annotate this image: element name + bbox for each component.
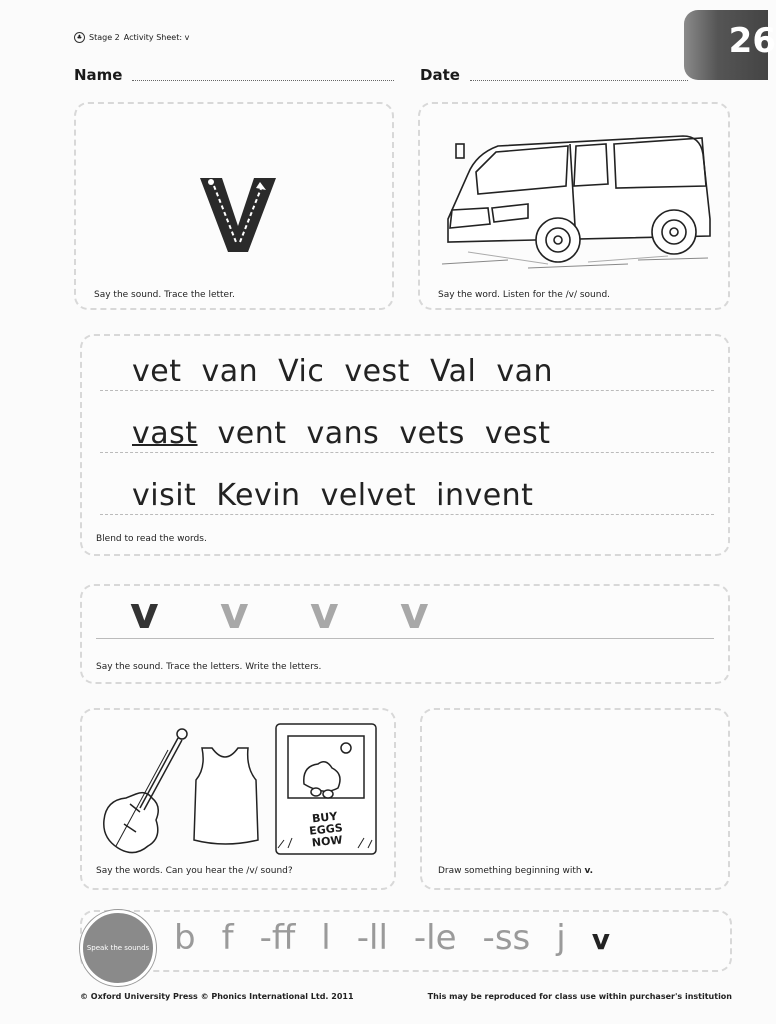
review-item: -le [413,918,457,958]
van-illustration [428,124,718,274]
word: visit [132,478,197,513]
blend-caption: Blend to read the words. [96,534,207,544]
trace-letter[interactable]: v [130,588,159,639]
writing-line [100,390,714,391]
traceable-v-letter[interactable] [196,172,280,256]
word: vent [217,416,287,451]
write-letters-panel [80,584,730,684]
word: vet [132,354,182,389]
review-item: -ff [259,918,296,958]
word: vest [344,354,410,389]
name-label: Name [74,66,123,84]
reproduction-note: This may be reproduced for class use within purchaser's institution [427,992,732,1001]
stage-label: Stage 2 [89,33,120,42]
trace-letter[interactable]: v [400,588,429,639]
word: vast [132,416,198,451]
trace-letter-caption: Say the sound. Trace the letter. [94,290,235,300]
word: vest [484,416,551,451]
date-label: Date [420,66,460,84]
word: van [496,354,554,389]
review-item: l [321,918,331,958]
word-row-3 [132,478,553,513]
violin-icon [96,720,192,860]
word: invent [436,478,534,513]
word: Kevin [216,478,301,513]
review-item: -ll [356,918,388,958]
writing-line [100,452,714,453]
page-number-tab: 26 [684,10,768,80]
word: van [201,354,259,389]
header-sheet-title [74,32,189,43]
pictures-panel [80,708,396,890]
review-item: -ss [482,918,531,958]
draw-caption: Draw something beginning with v. [438,866,594,876]
vest-icon [190,744,260,848]
word: Val [429,354,477,389]
name-field[interactable] [132,80,394,81]
review-item-current: v [591,923,610,956]
write-caption: Say the sound. Trace the letters. Write the letters. [96,662,322,672]
trace-letter-panel [74,102,394,310]
pictures-caption: Say the words. Can you hear the /v/ sound? [96,866,293,876]
word: velvet [320,478,417,513]
draw-panel[interactable] [420,708,730,890]
review-item: j [556,918,566,958]
word-row-1 [132,354,573,389]
trace-letter[interactable]: v [310,588,339,639]
copyright-footer: © Oxford University Press © Phonics International Ltd. 2011 [80,992,354,1001]
tree-icon: ♣ [74,32,85,43]
blend-words-panel [80,334,730,556]
word: vans [306,416,380,451]
word: Vic [278,354,325,389]
egg-sign-text: BUY EGGS NOW [308,809,344,850]
van-picture-panel [418,102,730,310]
review-item: f [221,918,234,958]
writing-line [100,514,714,515]
date-field[interactable] [470,80,688,81]
word: vets [399,416,465,451]
sheet-label: Activity Sheet: v [123,33,190,42]
review-item: b [174,918,196,958]
van-caption: Say the word. Listen for the /v/ sound. [438,290,611,300]
speak-the-sounds-logo: Speak the sounds [80,910,156,986]
trace-letter[interactable]: v [220,588,249,639]
review-letters [174,918,636,958]
word-row-2 [132,416,571,451]
